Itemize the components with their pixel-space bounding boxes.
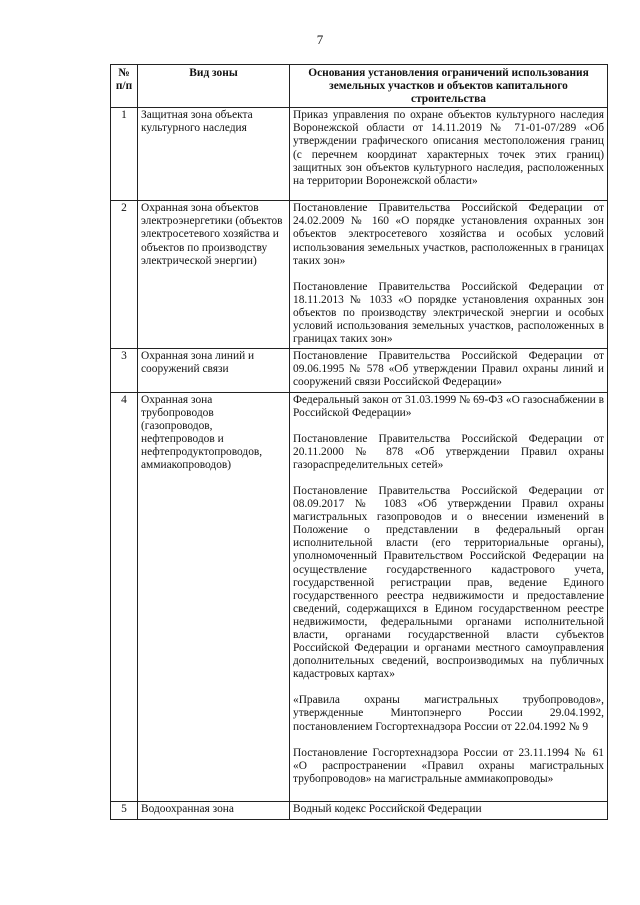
header-basis: Основания установления ограничений использования земельных участков и объектов капитального строительства (290, 65, 608, 108)
header-zone-type: Вид зоны (138, 65, 290, 108)
basis-paragraph: Постановление Правительства Российской Федерации от 20.11.2000 № 878 «Об утверждении Правил охраны газораспределительных сетей» (293, 432, 604, 471)
row-number: 5 (111, 801, 138, 819)
header-num: № п/п (111, 65, 138, 108)
table-header-row (111, 65, 608, 108)
basis-paragraph: Приказ управления по охране объектов культурного наследия Воронежской области от 14.11.2019 № 71-01-07/289 «Об утверждении графического описания местоположения границ (с перечнем координат характерных точек этих границ) защитных зон объектов культурного наследия, расположенных на территории Воронежской области» (293, 109, 604, 187)
basis-cell (290, 108, 608, 201)
basis-cell (290, 349, 608, 392)
table-row (111, 392, 608, 801)
basis-paragraph: Постановление Правительства Российской Федерации от 24.02.2009 № 160 «О порядке установления охранных зон объектов электросетевого хозяйства и особых условий использования земельных участков, расположенных в границах таких зон» (293, 202, 604, 267)
table-row (111, 201, 608, 349)
zone-type-cell: Охранная зона объектов электроэнергетики (объектов электросетевого хозяйства и объектов по производству электрической энергии) (138, 201, 290, 349)
table-row (111, 349, 608, 392)
row-number: 4 (111, 392, 138, 801)
basis-cell (290, 801, 608, 819)
basis-paragraph: Постановление Правительства Российской Федерации от 08.09.2017 № 1083 «Об утверждении Правил охраны магистральных газопроводов и о внесении изменений в Положение о представлении в федеральный орган исполнительной власти (его территориальные органы), уполномоченный Правительством Российской Федерации на осуществление государственного кадастрового учета, государственной регистрации прав, ведение Единого государственного реестра недвижимости и предоставление сведений, содержащихся в Едином государственном реестре недвижимости, федеральными органами исполнительной власти, органами государственной власти субъектов Российской Федерации и органами местного самоуправления дополнительных сведений, воспроизводимых на публичных кадастровых картах» (293, 484, 604, 681)
table-row (111, 801, 608, 819)
zones-table (110, 64, 608, 820)
basis-cell (290, 392, 608, 801)
row-number: 1 (111, 108, 138, 201)
basis-paragraph: Постановление Правительства Российской Федерации от 18.11.2013 № 1033 «О порядке установления охранных зон объектов по производству электрической энергии и особых условий использования земельных участков, расположенных в границах таких зон» (293, 280, 604, 346)
basis-paragraph: Постановление Госгортехнадзора России от 23.11.1994 № 61 «О распространении «Правил охраны магистральных трубопроводов» на магистральные аммиакопроводы» (293, 746, 604, 785)
zone-type-cell: Защитная зона объекта культурного наследия (138, 108, 290, 201)
page-number: 7 (316, 32, 324, 47)
basis-paragraph: Федеральный закон от 31.03.1999 № 69-ФЗ «О газоснабжении в Российской Федерации» (293, 393, 604, 419)
row-number: 3 (111, 349, 138, 392)
table-row (111, 108, 608, 201)
zone-type-cell: Охранная зона трубопроводов (газопроводов, нефтепроводов и нефтепродуктопроводов, аммиакопроводов) (138, 392, 290, 801)
basis-paragraph: Постановление Правительства Российской Федерации от 09.06.1995 № 578 «Об утверждении Правил охраны линий и сооружений связи Российской Федерации» (293, 350, 604, 389)
zone-type-cell: Водоохранная зона (138, 801, 290, 819)
basis-cell (290, 201, 608, 349)
basis-paragraph: Водный кодекс Российской Федерации (293, 802, 482, 815)
row-number: 2 (111, 201, 138, 349)
zone-type-cell: Охранная зона линий и сооружений связи (138, 349, 290, 392)
basis-paragraph: «Правила охраны магистральных трубопроводов», утвержденные Минтопэнерго России 29.04.1992, постановлением Госгортехнадзора России от 22.04.1992 № 9 (293, 694, 604, 733)
